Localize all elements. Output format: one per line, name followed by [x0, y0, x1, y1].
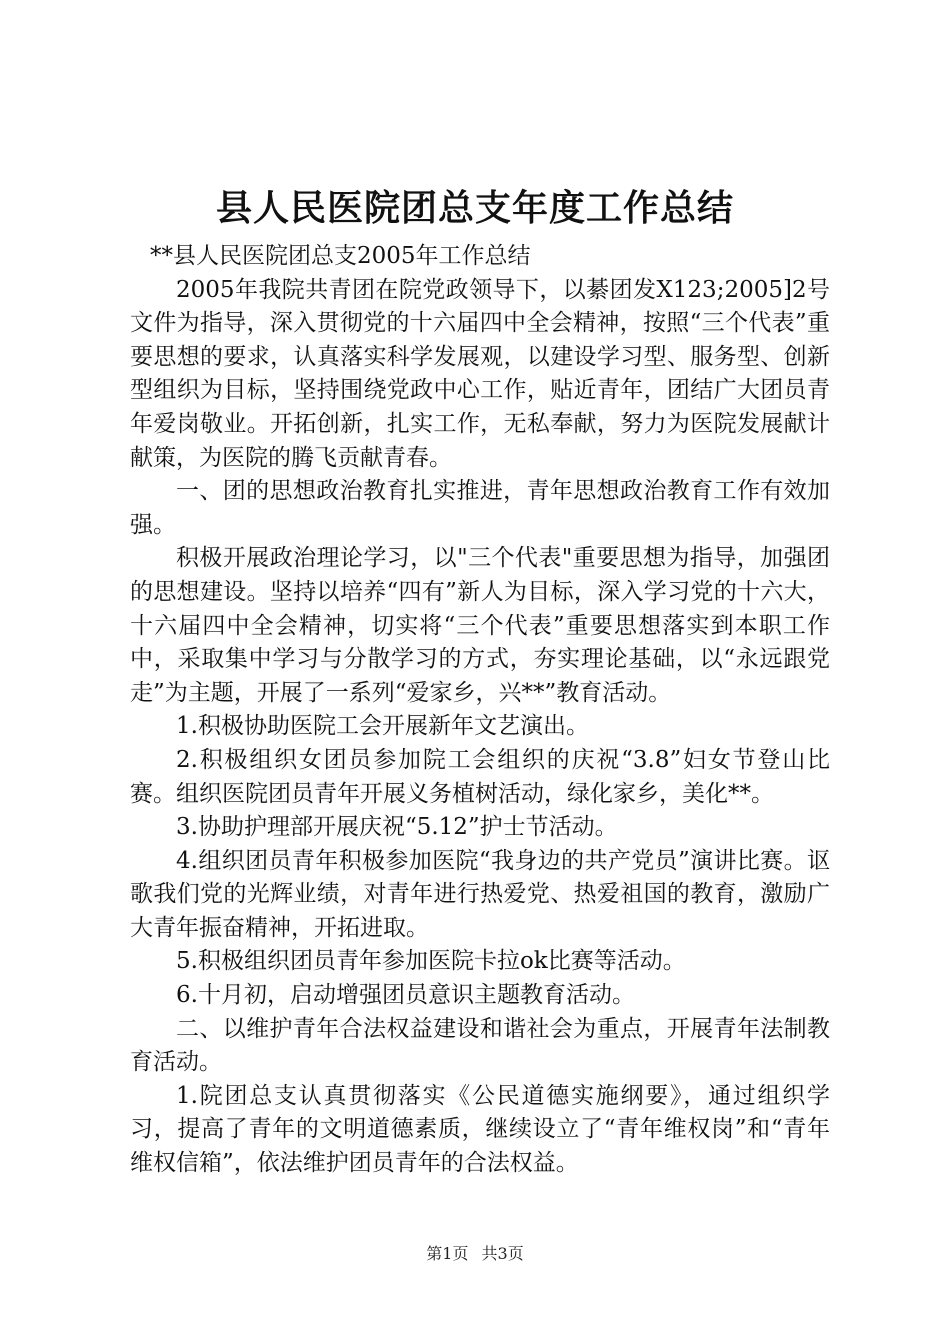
list-item: 5.积极组织团员青年参加医院卡拉ok比赛等活动。: [176, 948, 686, 975]
paragraph: 2005年我院共青团在院党政领导下，以綦团发X123;2005]2号文件为指导，深入贯彻党的十六届四中全会精神，按照“三个代表”重要思想的要求，认真落实科学发展观，以建设学习型、服务型、创新型组织为目标，坚持围绕党政中心工作，贴近青年，团结广大团员青年爱岗敬业。开拓创新，扎实工作，无私奉献，努力为医院发展献计献策，为医院的腾飞贡献青春。: [130, 276, 830, 471]
list-item: 2.积极组织女团员参加院工会组织的庆祝“3.8”妇女节登山比赛。组织医院团员青年开展义务植树活动，绿化家乡，美化**。: [130, 746, 830, 807]
document-subtitle: **县人民医院团总支2005年工作总结: [150, 243, 531, 269]
document-body: [130, 240, 830, 1181]
list-item: 4.组织团员青年积极参加医院“我身边的共产党员”演讲比赛。讴歌我们党的光辉业绩，对青年进行热爱党、热爱祖国的教育，激励广大青年振奋精神，开拓进取。: [130, 847, 830, 941]
page-number: 第1页: [426, 1244, 469, 1263]
list-item: 1.积极协助医院工会开展新年文艺演出。: [176, 713, 589, 740]
paragraph: 积极开展政治理论学习，以"三个代表"重要思想为指导，加强团的思想建设。坚持以培养“四有”新人为目标，深入学习党的十六大，十六届四中全会精神，切实将“三个代表”重要思想落实到本职工作中，采取集中学习与分散学习的方式，夯实理论基础，以“永远跟党走”为主题，开展了一系列“爱家乡，兴**”教育活动。: [130, 545, 830, 706]
document-title: 县人民医院团总支年度工作总结: [215, 187, 734, 229]
list-item: 6.十月初，启动增强团员意识主题教育活动。: [176, 982, 635, 1009]
page-footer: [0, 1242, 950, 1266]
page-count: 共3页: [481, 1244, 524, 1263]
list-item: 1.院团总支认真贯彻落实《公民道德实施纲要》，通过组织学习，提高了青年的文明道德素质，继续设立了“青年维权岗”和“青年维权信箱”，依法维护团员青年的合法权益。: [130, 1082, 830, 1177]
section-heading: 二、以维护青年合法权益建设和谐社会为重点，开展青年法制教育活动。: [130, 1015, 830, 1076]
list-item: 3.协助护理部开展庆祝“5.12”护士节活动。: [176, 814, 618, 841]
section-heading: 一、团的思想政治教育扎实推进，青年思想政治教育工作有效加强。: [130, 478, 830, 538]
